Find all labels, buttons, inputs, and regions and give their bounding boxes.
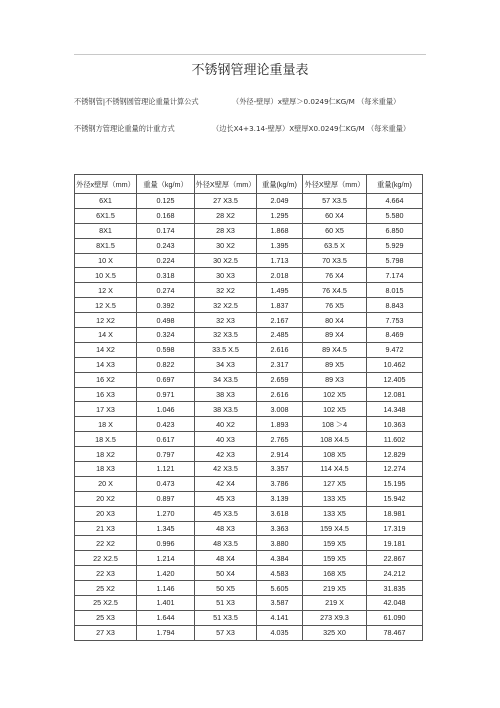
- size-cell: 89 X4: [303, 328, 367, 343]
- weight-cell: 12.081: [367, 387, 423, 402]
- table-row: [75, 283, 423, 298]
- top-divider: [74, 54, 426, 55]
- weight-cell: 3.786: [257, 476, 303, 491]
- weight-cell: 17.319: [367, 521, 423, 536]
- column-header: 外径X壁厚（mm）: [195, 175, 257, 194]
- size-cell: 28 X3: [195, 223, 257, 238]
- weight-cell: 5.605: [257, 581, 303, 596]
- size-cell: 30 X2: [195, 238, 257, 253]
- weight-cell: 22.867: [367, 551, 423, 566]
- column-header: 外径X壁厚（mm）: [303, 175, 367, 194]
- weight-cell: 3.008: [257, 402, 303, 417]
- size-cell: 325 X0: [303, 625, 367, 640]
- size-cell: 60 X5: [303, 223, 367, 238]
- weight-cell: 1.420: [137, 566, 195, 581]
- size-cell: 18 X: [75, 417, 137, 432]
- weight-cell: 15.942: [367, 491, 423, 506]
- table-row: [75, 506, 423, 521]
- weight-cell: 11.602: [367, 432, 423, 447]
- size-cell: 16 X2: [75, 372, 137, 387]
- size-cell: 57 X3: [195, 625, 257, 640]
- table-row: [75, 313, 423, 328]
- size-cell: 133 X5: [303, 506, 367, 521]
- size-cell: 159 X5: [303, 551, 367, 566]
- size-cell: 51 X3.5: [195, 610, 257, 625]
- table-row: [75, 432, 423, 447]
- weight-cell: 24.212: [367, 566, 423, 581]
- weight-cell: 0.617: [137, 432, 195, 447]
- size-cell: 12 X2: [75, 313, 137, 328]
- size-cell: 63.5 X: [303, 238, 367, 253]
- weight-cell: 0.392: [137, 298, 195, 313]
- size-cell: 14 X: [75, 328, 137, 343]
- table-row: [75, 253, 423, 268]
- weight-cell: 3.618: [257, 506, 303, 521]
- round-pipe-formula-expression: （外径-壁厚）x壁厚＞0.0249仁KG/M （每米重量）: [232, 97, 401, 106]
- weight-cell: 1.295: [257, 208, 303, 223]
- weight-cell: 5.580: [367, 208, 423, 223]
- size-cell: 40 X2: [195, 417, 257, 432]
- size-cell: 10 X: [75, 253, 137, 268]
- weight-table: [74, 174, 423, 641]
- weight-cell: 1.345: [137, 521, 195, 536]
- weight-cell: 2.616: [257, 387, 303, 402]
- size-cell: 89 X4.5: [303, 342, 367, 357]
- weight-cell: 2.317: [257, 357, 303, 372]
- round-pipe-formula-label: 不锈钢管|不锈钢圆管理论重量计算公式: [74, 97, 199, 106]
- weight-cell: 0.897: [137, 491, 195, 506]
- size-cell: 80 X4: [303, 313, 367, 328]
- weight-cell: 61.090: [367, 610, 423, 625]
- size-cell: 89 X3: [303, 372, 367, 387]
- table-row: [75, 298, 423, 313]
- size-cell: 42 X3: [195, 447, 257, 462]
- weight-cell: 1.395: [257, 238, 303, 253]
- weight-cell: 14.348: [367, 402, 423, 417]
- table-row: [75, 610, 423, 625]
- weight-cell: 0.125: [137, 194, 195, 209]
- size-cell: 133 X5: [303, 491, 367, 506]
- weight-cell: 4.384: [257, 551, 303, 566]
- square-pipe-formula-label: 不锈钢方管理论重量的计重方式: [74, 124, 175, 133]
- table-row: [75, 491, 423, 506]
- size-cell: 30 X2.5: [195, 253, 257, 268]
- weight-cell: 1.713: [257, 253, 303, 268]
- size-cell: 12 X: [75, 283, 137, 298]
- size-cell: 34 X3: [195, 357, 257, 372]
- size-cell: 159 X4.5: [303, 521, 367, 536]
- weight-cell: 3.587: [257, 596, 303, 611]
- weight-cell: 5.929: [367, 238, 423, 253]
- table-row: [75, 194, 423, 209]
- table-row: [75, 402, 423, 417]
- table-row: [75, 238, 423, 253]
- weight-cell: 1.146: [137, 581, 195, 596]
- weight-cell: 0.243: [137, 238, 195, 253]
- weight-cell: 7.753: [367, 313, 423, 328]
- weight-cell: 2.616: [257, 342, 303, 357]
- weight-cell: 1.121: [137, 462, 195, 477]
- weight-cell: 7.174: [367, 268, 423, 283]
- weight-cell: 2.167: [257, 313, 303, 328]
- table-body: [75, 194, 423, 641]
- size-cell: 127 X5: [303, 476, 367, 491]
- size-cell: 18 X.5: [75, 432, 137, 447]
- size-cell: 20 X: [75, 476, 137, 491]
- table-row: [75, 328, 423, 343]
- table-header-row: [75, 175, 423, 194]
- weight-cell: 8.015: [367, 283, 423, 298]
- size-cell: 16 X3: [75, 387, 137, 402]
- table-row: [75, 447, 423, 462]
- weight-cell: 2.914: [257, 447, 303, 462]
- size-cell: 17 X3: [75, 402, 137, 417]
- table-row: [75, 387, 423, 402]
- table-row: [75, 372, 423, 387]
- size-cell: 168 X5: [303, 566, 367, 581]
- size-cell: 6X1: [75, 194, 137, 209]
- weight-cell: 1.046: [137, 402, 195, 417]
- size-cell: 51 X3: [195, 596, 257, 611]
- weight-cell: 3.139: [257, 491, 303, 506]
- size-cell: 18 X3: [75, 462, 137, 477]
- weight-cell: 6.850: [367, 223, 423, 238]
- size-cell: 76 X4.5: [303, 283, 367, 298]
- table-row: [75, 223, 423, 238]
- weight-cell: 9.472: [367, 342, 423, 357]
- size-cell: 14 X3: [75, 357, 137, 372]
- page-title: 不锈钢管理论重量表: [191, 63, 309, 78]
- weight-cell: 1.794: [137, 625, 195, 640]
- size-cell: 32 X3.5: [195, 328, 257, 343]
- weight-cell: 4.664: [367, 194, 423, 209]
- weight-cell: 1.868: [257, 223, 303, 238]
- size-cell: 108 X5: [303, 447, 367, 462]
- weight-cell: 31.835: [367, 581, 423, 596]
- size-cell: 12 X.5: [75, 298, 137, 313]
- weight-cell: 0.423: [137, 417, 195, 432]
- size-cell: 42 X3.5: [195, 462, 257, 477]
- weight-cell: 2.018: [257, 268, 303, 283]
- size-cell: 27 X3: [75, 625, 137, 640]
- weight-cell: 0.971: [137, 387, 195, 402]
- weight-cell: 2.765: [257, 432, 303, 447]
- weight-cell: 0.797: [137, 447, 195, 462]
- weight-cell: 0.168: [137, 208, 195, 223]
- size-cell: 108 X4.5: [303, 432, 367, 447]
- size-cell: 38 X3: [195, 387, 257, 402]
- size-cell: 25 X3: [75, 610, 137, 625]
- square-pipe-formula-expression: （边长X4+3.14-壁厚）X壁厚X0.0249仁KG/M （每米重量）: [212, 124, 411, 133]
- size-cell: 70 X3.5: [303, 253, 367, 268]
- table-row: [75, 566, 423, 581]
- size-cell: 20 X3: [75, 506, 137, 521]
- size-cell: 14 X2: [75, 342, 137, 357]
- column-header: 重量（kg/m）: [137, 175, 195, 194]
- table-row: [75, 581, 423, 596]
- weight-cell: 4.583: [257, 566, 303, 581]
- weight-cell: 0.996: [137, 536, 195, 551]
- size-cell: 25 X2: [75, 581, 137, 596]
- weight-cell: 5.798: [367, 253, 423, 268]
- size-cell: 42 X4: [195, 476, 257, 491]
- weight-cell: 2.049: [257, 194, 303, 209]
- size-cell: 45 X3.5: [195, 506, 257, 521]
- weight-cell: 3.363: [257, 521, 303, 536]
- size-cell: 60 X4: [303, 208, 367, 223]
- weight-cell: 4.035: [257, 625, 303, 640]
- weight-cell: 0.473: [137, 476, 195, 491]
- weight-cell: 8.843: [367, 298, 423, 313]
- size-cell: 273 X9.3: [303, 610, 367, 625]
- column-header: 重量(kg/m): [367, 175, 423, 194]
- size-cell: 6X1.5: [75, 208, 137, 223]
- size-cell: 34 X3.5: [195, 372, 257, 387]
- size-cell: 219 X: [303, 596, 367, 611]
- table-row: [75, 342, 423, 357]
- weight-cell: 78.467: [367, 625, 423, 640]
- weight-cell: 1.214: [137, 551, 195, 566]
- weight-cell: 18.981: [367, 506, 423, 521]
- size-cell: 33.5 X.5: [195, 342, 257, 357]
- size-cell: 102 X5: [303, 387, 367, 402]
- size-cell: 40 X3: [195, 432, 257, 447]
- size-cell: 22 X2.5: [75, 551, 137, 566]
- weight-cell: 0.224: [137, 253, 195, 268]
- size-cell: 38 X3.5: [195, 402, 257, 417]
- weight-cell: 2.485: [257, 328, 303, 343]
- weight-cell: 1.644: [137, 610, 195, 625]
- size-cell: 28 X2: [195, 208, 257, 223]
- column-header: 外径x壁厚（mm）: [75, 175, 137, 194]
- size-cell: 18 X2: [75, 447, 137, 462]
- size-cell: 32 X2: [195, 283, 257, 298]
- column-header: 重量(kg/m): [257, 175, 303, 194]
- table-row: [75, 462, 423, 477]
- table-row: [75, 417, 423, 432]
- size-cell: 22 X2: [75, 536, 137, 551]
- weight-cell: 3.357: [257, 462, 303, 477]
- size-cell: 219 X5: [303, 581, 367, 596]
- weight-cell: 1.837: [257, 298, 303, 313]
- table-row: [75, 625, 423, 640]
- weight-cell: 12.274: [367, 462, 423, 477]
- size-cell: 32 X3: [195, 313, 257, 328]
- weight-cell: 8.469: [367, 328, 423, 343]
- size-cell: 30 X3: [195, 268, 257, 283]
- size-cell: 27 X3.5: [195, 194, 257, 209]
- size-cell: 48 X3: [195, 521, 257, 536]
- weight-cell: 3.880: [257, 536, 303, 551]
- size-cell: 48 X4: [195, 551, 257, 566]
- weight-cell: 1.401: [137, 596, 195, 611]
- weight-cell: 0.174: [137, 223, 195, 238]
- size-cell: 20 X2: [75, 491, 137, 506]
- size-cell: 32 X2.5: [195, 298, 257, 313]
- size-cell: 57 X3.5: [303, 194, 367, 209]
- table-row: [75, 476, 423, 491]
- weight-cell: 0.498: [137, 313, 195, 328]
- weight-cell: 12.829: [367, 447, 423, 462]
- weight-cell: 19.181: [367, 536, 423, 551]
- weight-cell: 2.659: [257, 372, 303, 387]
- weight-cell: 1.495: [257, 283, 303, 298]
- weight-cell: 42.048: [367, 596, 423, 611]
- table-row: [75, 536, 423, 551]
- weight-cell: 10.363: [367, 417, 423, 432]
- weight-cell: 0.697: [137, 372, 195, 387]
- size-cell: 50 X4: [195, 566, 257, 581]
- size-cell: 76 X4: [303, 268, 367, 283]
- size-cell: 159 X5: [303, 536, 367, 551]
- size-cell: 10 X.5: [75, 268, 137, 283]
- size-cell: 45 X3: [195, 491, 257, 506]
- weight-cell: 4.141: [257, 610, 303, 625]
- weight-cell: 0.274: [137, 283, 195, 298]
- size-cell: 8X1.5: [75, 238, 137, 253]
- size-cell: 108 ＞4: [303, 417, 367, 432]
- size-cell: 25 X2.5: [75, 596, 137, 611]
- size-cell: 48 X3.5: [195, 536, 257, 551]
- table-row: [75, 268, 423, 283]
- size-cell: 8X1: [75, 223, 137, 238]
- weight-cell: 1.270: [137, 506, 195, 521]
- size-cell: 114 X4.5: [303, 462, 367, 477]
- size-cell: 50 X5: [195, 581, 257, 596]
- size-cell: 89 X5: [303, 357, 367, 372]
- size-cell: 21 X3: [75, 521, 137, 536]
- table-row: [75, 521, 423, 536]
- table-row: [75, 208, 423, 223]
- weight-cell: 0.822: [137, 357, 195, 372]
- size-cell: 102 X5: [303, 402, 367, 417]
- weight-cell: 12.405: [367, 372, 423, 387]
- weight-cell: 1.893: [257, 417, 303, 432]
- weight-cell: 0.324: [137, 328, 195, 343]
- size-cell: 76 X5: [303, 298, 367, 313]
- weight-cell: 10.462: [367, 357, 423, 372]
- table-row: [75, 551, 423, 566]
- weight-cell: 15.195: [367, 476, 423, 491]
- weight-cell: 0.598: [137, 342, 195, 357]
- size-cell: 22 X3: [75, 566, 137, 581]
- table-row: [75, 596, 423, 611]
- table-row: [75, 357, 423, 372]
- weight-cell: 0.318: [137, 268, 195, 283]
